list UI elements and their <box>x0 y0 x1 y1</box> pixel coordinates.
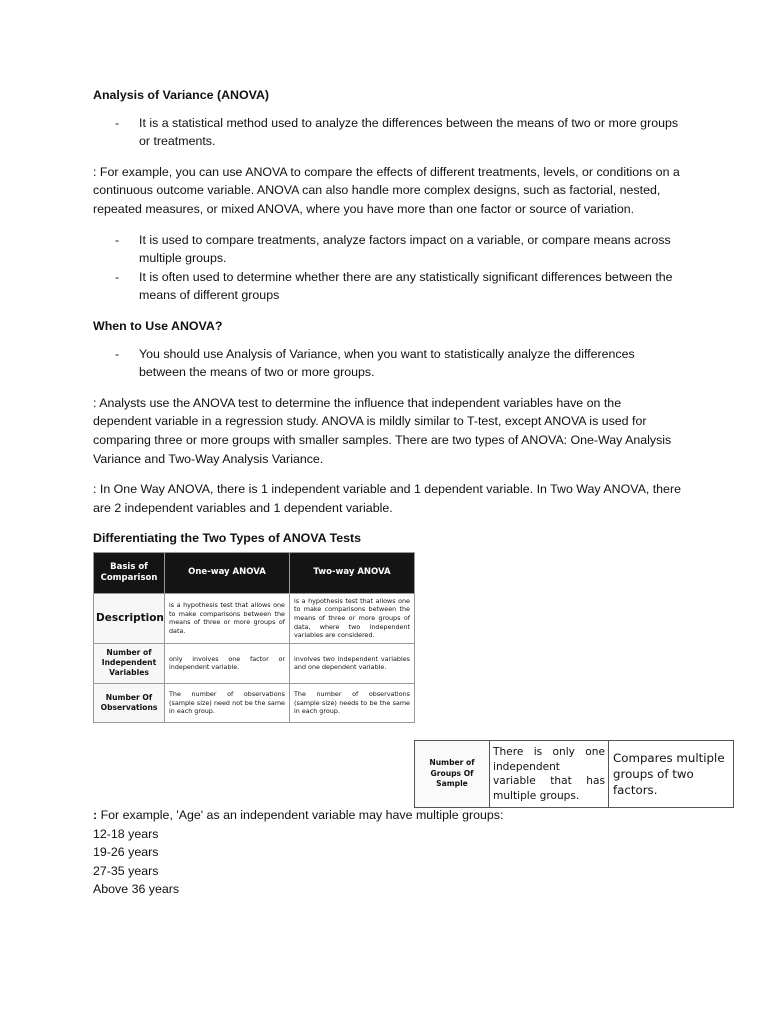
cell-two-way: The number of observations (sample size) needs to be the same in each group. <box>290 683 415 722</box>
bullet-item: - It is a statistical method used to analyze the differences between the means of two or more groups or treatments. <box>115 115 679 149</box>
example-intro: : For example, 'Age' as an independent variable may have multiple groups: <box>93 808 504 822</box>
table-row <box>415 741 734 808</box>
cell-one-way: There is only one independent variable that has multiple groups. <box>490 741 609 808</box>
heading-anova: Analysis of Variance (ANOVA) <box>93 88 270 102</box>
dash-marker: - <box>115 232 120 247</box>
bullet-item: - You should use Analysis of Variance, when you want to statistically analyze the differences between the means of two or more groups. <box>115 346 635 380</box>
cell-two-way: Compares multiple groups of two factors. <box>609 741 734 808</box>
dash-marker: - <box>115 346 120 361</box>
dash-marker: - <box>115 269 120 284</box>
heading-when-to-use: When to Use ANOVA? <box>93 318 223 333</box>
row-label: Number of Groups Of Sample <box>415 741 490 808</box>
paragraph-example: : For example, you can use ANOVA to compare the effects of different treatments, levels, or conditions on a continuous outcome variable. ANOVA can also handle more complex designs, such as factorial, nested, repeated measures, or mixed ANOVA, where you have more than one factor or source of variation. <box>93 164 680 216</box>
table-row <box>94 683 415 722</box>
list-item: Above 36 years <box>93 882 180 897</box>
header-two-way: Two-way ANOVA <box>290 552 415 593</box>
bullet-item: - It is used to compare treatments, analyze factors impact on a variable, or compare means across multiple groups. <box>115 232 671 266</box>
comparison-table <box>93 552 415 723</box>
table-row <box>94 643 415 683</box>
paragraph-one-two-way: : In One Way ANOVA, there is 1 independent variable and 1 dependent variable. In Two Way ANOVA, there are 2 independent variables and 1 dependent variable. <box>93 482 681 515</box>
document-body <box>93 86 683 723</box>
bullet-list-1 <box>93 114 683 151</box>
cell-one-way: The number of observations (sample size) need not be the same in each group. <box>165 683 290 722</box>
table-title: Differentiating the Two Types of ANOVA Tests <box>93 531 362 546</box>
extra-comparison-row <box>414 740 734 808</box>
bullet-item: - It is often used to determine whether there are any statistically significant differences between the means of different groups <box>115 269 673 303</box>
age-example <box>93 806 693 899</box>
list-item: 27-35 years <box>93 863 159 878</box>
list-item: 12-18 years <box>93 826 159 841</box>
header-basis: Basis of Comparison <box>94 552 165 593</box>
row-label: Description <box>94 593 165 643</box>
bullet-list-3 <box>93 345 683 382</box>
header-one-way: One-way ANOVA <box>165 552 290 593</box>
row-label: Number of Independent Variables <box>94 643 165 683</box>
paragraph-analysts: : Analysts use the ANOVA test to determine the influence that independent variables have on the dependent variable in a regression study. ANOVA is mildly similar to T-test, except ANOVA is used for comparing three or more groups with smaller samples. There are two types of ANOVA: One-Way Analysis Variance and Two-Way Analysis Variance. <box>93 395 672 466</box>
list-item: 19-26 years <box>93 845 159 860</box>
cell-one-way: only involves one factor or independent variable. <box>165 643 290 683</box>
cell-two-way: is a hypothesis test that allows one to make comparisons between the means of three or more groups of data, where two independent variables are considered. <box>290 593 415 643</box>
bullet-list-2 <box>93 231 683 305</box>
row-label: Number Of Observations <box>94 683 165 722</box>
dash-marker: - <box>115 115 120 130</box>
cell-one-way: is a hypothesis test that allows one to make comparisons between the means of three or more groups of data. <box>165 593 290 643</box>
cell-two-way: involves two independent variables and one dependent variable. <box>290 643 415 683</box>
table-row <box>94 593 415 643</box>
